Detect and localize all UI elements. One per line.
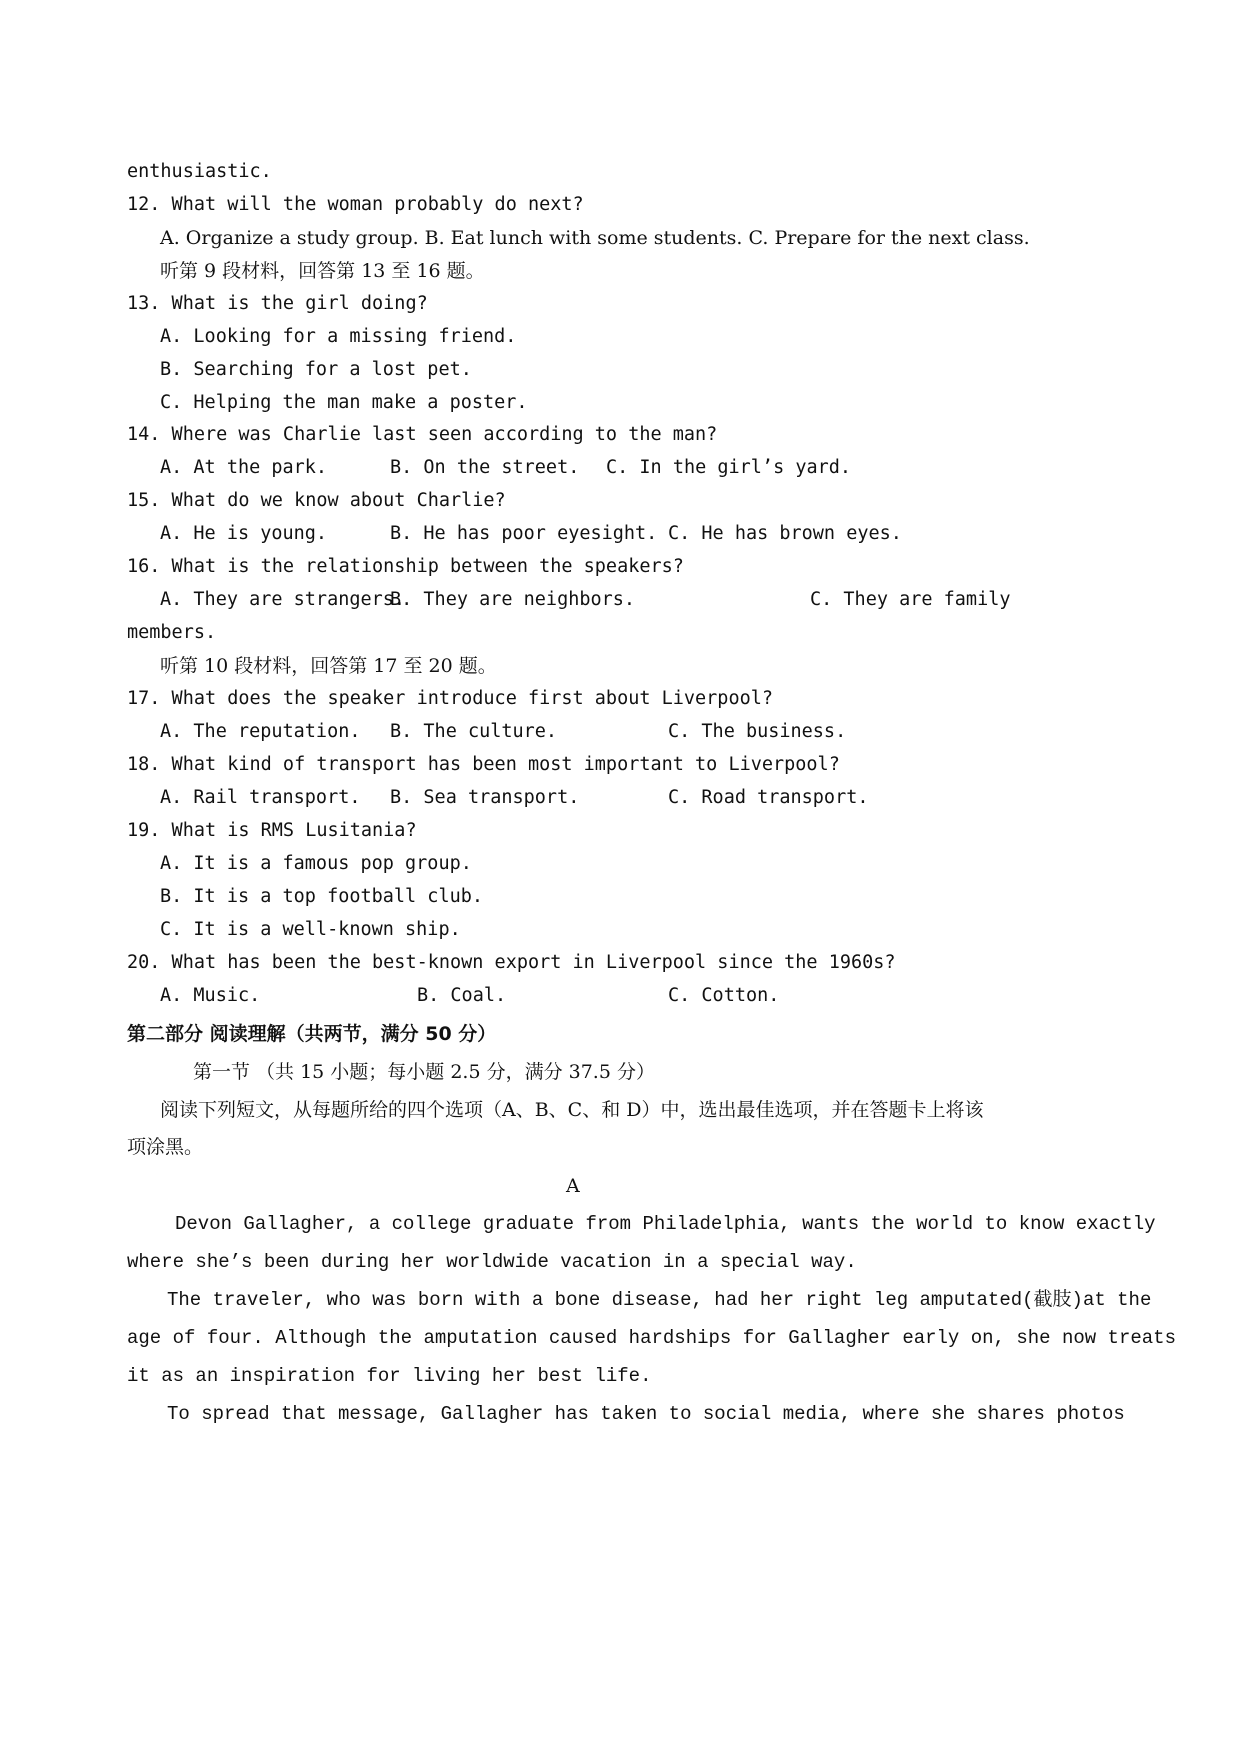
question-18-option-c: C. Road transport.	[668, 787, 869, 808]
question-13-option-a: A. Looking for a missing friend.	[160, 326, 517, 347]
question-18: 18. What kind of transport has been most important to Liverpool?	[127, 754, 840, 775]
question-18-option-b: B. Sea transport.	[390, 787, 580, 808]
question-14-option-b: B. On the street.	[390, 457, 580, 478]
question-15-option-a: A. He is young.	[160, 523, 328, 544]
question-13-option-c: C. Helping the man make a poster.	[160, 392, 528, 413]
question-16-option-a: A. They are strangers.	[160, 589, 406, 610]
question-14-option-a: A. At the park.	[160, 457, 328, 478]
section-9-instruction: 听第 9 段材料，回答第 13 至 16 题。	[160, 260, 485, 282]
question-12-options: A. Organize a study group. B. Eat lunch with some students. C. Prepare for the next class.	[160, 227, 1030, 249]
question-14-option-c: C. In the girl’s yard.	[606, 457, 852, 478]
question-17: 17. What does the speaker introduce first about Liverpool?	[127, 688, 774, 709]
question-20: 20. What has been the best-known export in Liverpool since the 1960s?	[127, 952, 896, 973]
passage-paragraph-1-line2: where she’s been during her worldwide vacation in a special way.	[127, 1251, 857, 1273]
section-one-heading: 第一节 （共 15 小题；每小题 2.5 分，满分 37.5 分）	[193, 1061, 655, 1083]
question-15-option-c: C. He has brown eyes.	[668, 523, 902, 544]
question-16-option-c-continued: members.	[127, 622, 217, 643]
question-15-option-b: B. He has poor eyesight.	[390, 523, 658, 544]
question-12: 12. What will the woman probably do next?	[127, 194, 584, 215]
reading-instruction-line1: 阅读下列短文，从每题所给的四个选项（A、B、C、和 D）中，选出最佳选项，并在答题卡上将该	[160, 1099, 984, 1121]
passage-paragraph-2-line1: The traveler, who was born with a bone disease, had her right leg amputated(截肢)at the	[167, 1289, 1152, 1311]
question-14: 14. Where was Charlie last seen according to the man?	[127, 424, 718, 445]
question-13-option-b: B. Searching for a lost pet.	[160, 359, 472, 380]
question-19: 19. What is RMS Lusitania?	[127, 820, 417, 841]
question-16-option-c: C. They are family	[810, 589, 1011, 610]
passage-paragraph-2-line3: it as an inspiration for living her best life.	[127, 1365, 652, 1387]
question-15: 15. What do we know about Charlie?	[127, 490, 506, 511]
question-17-option-c: C. The business.	[668, 721, 847, 742]
passage-paragraph-2-line2: age of four. Although the amputation caused hardships for Gallagher early on, she now treats	[127, 1327, 1176, 1349]
question-18-option-a: A. Rail transport.	[160, 787, 361, 808]
question-13: 13. What is the girl doing?	[127, 293, 428, 314]
question-17-option-a: A. The reputation.	[160, 721, 361, 742]
question-20-option-c: C. Cotton.	[668, 985, 780, 1006]
question-17-option-b: B. The culture.	[390, 721, 558, 742]
passage-paragraph-1-line1: Devon Gallagher, a college graduate from Philadelphia, wants the world to know exactly	[175, 1213, 1156, 1235]
section-10-instruction: 听第 10 段材料，回答第 17 至 20 题。	[160, 655, 497, 677]
question-19-option-c: C. It is a well-known ship.	[160, 919, 461, 940]
part-two-heading: 第二部分 阅读理解（共两节，满分 50 分）	[127, 1023, 497, 1045]
question-16-option-b: B. They are neighbors.	[390, 589, 636, 610]
question-20-option-b: B. Coal.	[417, 985, 507, 1006]
reading-instruction-line2: 项涂黑。	[127, 1136, 204, 1158]
question-20-option-a: A. Music.	[160, 985, 261, 1006]
continued-text: enthusiastic.	[127, 161, 272, 182]
question-16: 16. What is the relationship between the speakers?	[127, 556, 684, 577]
question-19-option-a: A. It is a famous pop group.	[160, 853, 472, 874]
question-19-option-b: B. It is a top football club.	[160, 886, 484, 907]
passage-label: A	[566, 1175, 580, 1197]
passage-paragraph-3-line1: To spread that message, Gallagher has taken to social media, where she shares photos	[167, 1403, 1125, 1425]
